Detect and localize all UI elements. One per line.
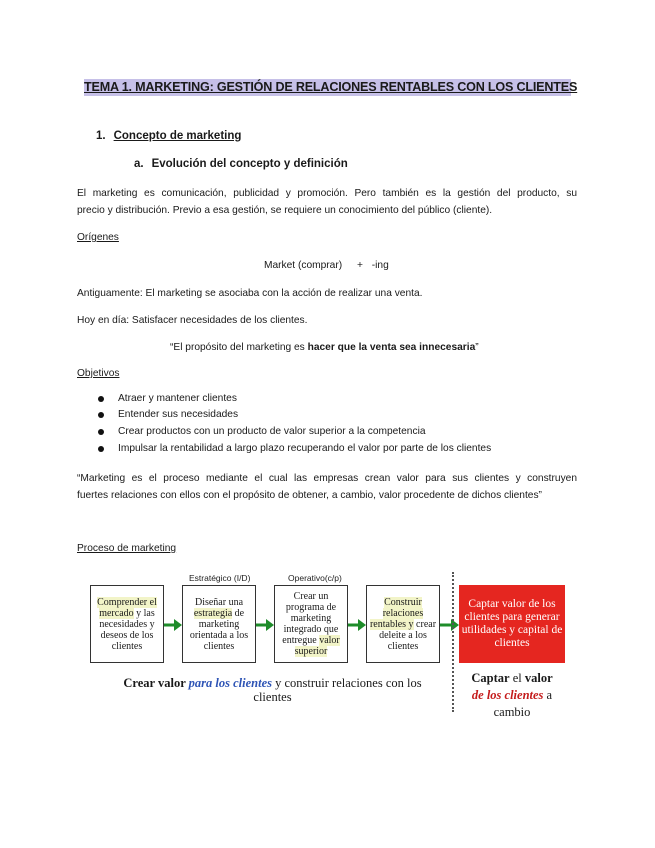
antiguamente-text: Antiguamente: El marketing se asociaba con la acción de realizar una venta.	[77, 288, 423, 299]
arrow-right-icon	[256, 618, 274, 632]
caption-bold2: valor	[524, 671, 553, 685]
caption-red: de los clientes	[471, 688, 544, 702]
caption-end: a cambio	[493, 688, 553, 719]
list-item-text: Atraer y mantener clientes	[118, 393, 237, 404]
process-step-3	[274, 585, 348, 663]
quote-open: “El propósito del marketing es	[170, 342, 308, 353]
caption-bold: Crear valor	[123, 676, 189, 690]
quote-close: ”	[475, 342, 479, 353]
caption-rest: y construir relaciones con los clientes	[253, 676, 422, 704]
quote	[170, 339, 479, 356]
hoy-text: Hoy en día: Satisfacer necesidades de los clientes.	[77, 315, 308, 326]
paragraph-line: precio y distribución. Previo a esa gestión, se requiere un conocimiento del público (cliente).	[77, 205, 493, 216]
step3-pre: Crear un programa de marketing integrado que entregue	[282, 591, 339, 646]
formula	[264, 257, 389, 274]
strategic-label: Estratégico (I/D)	[189, 573, 251, 583]
origenes-heading: Orígenes	[77, 232, 119, 243]
definition-line: fuertes relaciones con ellos con el propósito de obtener, a cambio, valor procedente de dichos clientes”	[77, 490, 542, 501]
step2-highlight: estrategia	[193, 607, 233, 619]
step1-highlight: Comprender el mercado	[97, 596, 157, 619]
bullet-icon	[98, 396, 104, 402]
caption-bold: Captar	[471, 671, 510, 685]
caption-mid: el	[509, 671, 525, 685]
process-step-1	[90, 585, 164, 663]
list-item-text: Impulsar la rentabilidad a largo plazo recuperando el valor por parte de los clientes	[118, 443, 492, 454]
bullet-icon	[98, 429, 104, 435]
paragraph-line: El marketing es comunicación, publicidad y promoción. Pero también es la gestión del producto, su	[77, 188, 577, 199]
arrow-right-icon	[348, 618, 366, 632]
definition-line: “Marketing es el proceso mediante el cual las empresas crean valor para sus clientes y construyen	[77, 473, 577, 484]
section-heading	[96, 130, 241, 142]
caption-create-value	[105, 676, 440, 704]
formula-part2: -ing	[371, 260, 389, 271]
subsection-heading	[134, 158, 348, 170]
caption-capture-value	[462, 670, 562, 721]
bullet-icon	[98, 412, 104, 418]
process-step-2	[182, 585, 256, 663]
list-item	[98, 409, 238, 420]
step1-text: y las necesidades y deseos de los clientes	[99, 607, 155, 652]
section-label: Concepto de marketing	[113, 130, 242, 142]
formula-part1: Market (comprar)	[264, 260, 343, 271]
step5-text: Captar valor de los clientes para generar utilidades y capital de clientes	[461, 598, 563, 649]
list-item	[98, 426, 426, 437]
arrow-right-icon	[164, 618, 182, 632]
formula-plus: +	[356, 260, 363, 271]
subsection-label: Evolución del concepto y definición	[151, 158, 348, 170]
step4-highlight: Construir relaciones rentables y	[369, 596, 424, 630]
list-item-text: Entender sus necesidades	[118, 409, 239, 420]
step4-text: crear deleite a los clientes	[379, 618, 437, 652]
list-item	[98, 393, 237, 404]
step3-highlight: valor superior	[294, 635, 340, 657]
process-step-4	[366, 585, 440, 663]
page-title: TEMA 1. MARKETING: GESTIÓN DE RELACIONES RENTABLES CON LOS CLIENTES	[84, 80, 578, 94]
operative-label: Operativo(c/p)	[288, 573, 342, 583]
caption-blue: para los clientes	[188, 676, 272, 690]
section-number: 1.	[96, 130, 106, 142]
subsection-letter: a.	[134, 158, 144, 170]
arrow-right-icon	[440, 618, 459, 632]
list-item	[98, 443, 491, 454]
objetivos-heading: Objetivos	[77, 368, 120, 379]
list-item-text: Crear productos con un producto de valor superior a la competencia	[118, 426, 426, 437]
bullet-icon	[98, 446, 104, 452]
step2-post: de marketing orientada a los clientes	[189, 607, 249, 652]
step2-pre: Diseñar una	[194, 596, 244, 608]
process-step-5	[459, 585, 565, 663]
proceso-heading: Proceso de marketing	[77, 543, 177, 554]
divider	[452, 572, 454, 712]
quote-bold: hacer que la venta sea innecesaria	[307, 342, 476, 353]
